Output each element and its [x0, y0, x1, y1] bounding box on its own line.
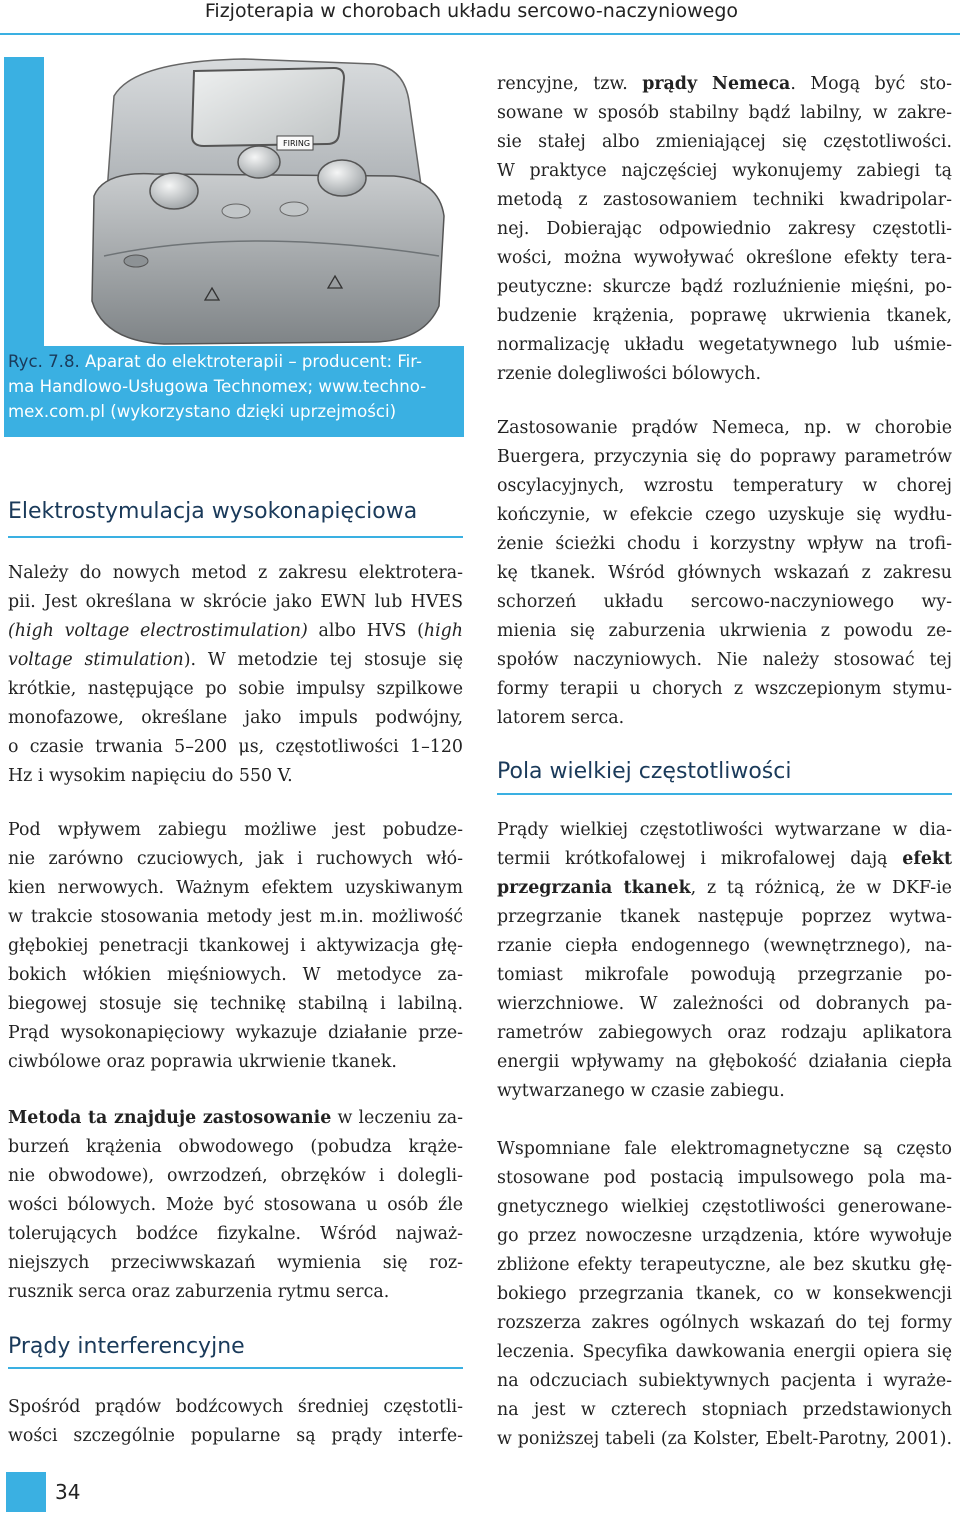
text-line: rusznik serca oraz zaburzenia rytmu serca.: [8, 1282, 390, 1302]
text-line: oscylacyjnych, wzrostu temperatury w chorej: [497, 476, 952, 496]
electrotherapy-device-illustration: [44, 56, 465, 346]
text-line: Wspomniane fale elektromagnetyczne są często: [497, 1139, 952, 1159]
section-heading-interference: Prądy interferencyjne: [8, 1334, 245, 1359]
text-line: burzeń krążenia obwodowego (pobudza krąże-: [8, 1137, 463, 1157]
text-line: wierzchniowe. W zależności od dobranych pa-: [497, 994, 952, 1014]
text-line: gnetycznego wielkiej częstotliwości generowane-: [497, 1197, 952, 1217]
text-line: Pod wpływem zabiegu możliwe jest pobudze-: [8, 820, 463, 840]
text-line: peutyczne: skurcze bądź rozluźnienie mięśni, po-: [497, 277, 952, 297]
section-heading-hf-fields: Pola wielkiej częstotliwości: [497, 759, 792, 784]
text-line: Prądy wielkiej częstotliwości wytwarzane w dia-: [497, 820, 952, 840]
text-line: tolerujących bodźce fizykalne. Wśród najważ-: [8, 1224, 463, 1244]
text-line: formy terapii u chorych z wszczepionym stymu-: [497, 679, 952, 699]
text-line: nie zarówno czuciowych, jak i ruchowych włó-: [8, 849, 463, 869]
text-line: niejszych przeciwwskazań wymienia się roz-: [8, 1253, 463, 1273]
text-line: , z tą różnicą, że w DKF-ie: [690, 878, 952, 898]
running-title: Fizjoterapia w chorobach układu sercowo-naczyniowego: [204, 0, 738, 22]
text-line: o czasie trwania 5–200 μs, częstotliwości 1–120: [8, 737, 463, 757]
text-line: Spośród prądów bodźcowych średniej częstotli-: [8, 1397, 463, 1417]
text-line: sowane w sposób stabilny bądź labilny, w zakre-: [497, 103, 952, 123]
text-line: W praktyce najczęściej wykonujemy zabiegi tą: [497, 161, 952, 181]
text-line: kien nerwowych. Ważnym efektem uzyskiwanym: [8, 878, 463, 898]
section-rule: [497, 793, 952, 795]
text-line: . Mogą być sto-: [790, 74, 952, 94]
paragraph-hf-diathermy: [497, 816, 952, 1106]
text-line: przegrzanie tkanek następuje poprzez wytwa-: [497, 907, 952, 927]
text-line-italic: (high voltage electrostimulation) albo HVS (high: [8, 621, 463, 641]
text-line: mienia się zaburzenia ukrwienia z powodu ze-: [497, 621, 952, 641]
caption-line: mex.com.pl (wykorzystano dzięki uprzejmości): [8, 402, 397, 421]
text-line: rozszerza zakres ogólnych wskazań do tej formy: [497, 1313, 952, 1333]
device-photo: [44, 56, 465, 346]
text-line: budzenie krążenia, poprawę ukrwienia tkanek,: [497, 306, 952, 326]
text-line: monofazowe, określane jako impuls podwójny,: [8, 708, 463, 728]
text-line: w poniższej tabeli (za Kolster, Ebelt-Parotny, 2001).: [497, 1429, 952, 1449]
text-line: normalizację układu wegetatywnego lub uśmie-: [497, 335, 952, 355]
text-line: bokiego przegrzania tkanek, co w konsekwencji: [497, 1284, 952, 1304]
text-line: metodą z zastosowaniem techniki kwadripolar-: [497, 190, 952, 210]
page-number-tab: [6, 1472, 46, 1512]
text-line: nie obwodowe), owrzodzeń, obrzęków i dolegli-: [8, 1166, 463, 1186]
text-line: żenie ścieżki chodu i korzystny wpływ na trofi-: [497, 534, 952, 554]
text-line: ciwbólowe oraz poprawia ukrwienie tkanek.: [8, 1052, 397, 1072]
text-line: na jest w czterech stopniach przedstawionych: [497, 1400, 952, 1420]
text-line: Prąd wysokonapięciowy wykazuje działanie prze-: [8, 1023, 463, 1043]
text-line: stosowane pod postacią impulsowego pola ma-: [497, 1168, 952, 1188]
text-line: pii. Jest określana w skrócie jako EWN lub HVES: [8, 592, 463, 612]
paragraph-interference: [8, 1393, 463, 1451]
text-line: kończynie, w efekcie czego uzyskuje się wydłu-: [497, 505, 952, 525]
text-line: rzenie dolegliwości bólowych.: [497, 364, 761, 384]
caption-label: Ryc. 7.8.: [8, 352, 80, 371]
caption-line: Aparat do elektroterapii – producent: Fir-: [79, 352, 423, 371]
text-line: społów naczyniowych. Nie należy stosować tej: [497, 650, 952, 670]
text-line: termii krótkofalowej i mikrofalowej dają: [497, 849, 903, 869]
bold-phrase: prądy Nemeca: [642, 74, 791, 94]
figure-caption: [8, 349, 460, 424]
text-line: krótkie, następujące po sobie impulsy szpilkowe: [8, 679, 463, 699]
text-line: kę tkanek. Wśród głównych wskazań z zakresu: [497, 563, 952, 583]
text-line: rametrów zabiegowych oraz rodzaju aplikatora: [497, 1023, 952, 1043]
text-line: na odczuciach subiektywnych pacjenta i wyraże-: [497, 1371, 952, 1391]
text-line: wości bólowych. Może być stosowana u osób źle: [8, 1195, 463, 1215]
text-line: bokich włókien mięśniowych. W metodyce za-: [8, 965, 463, 985]
paragraph-hf-pulsed: [497, 1135, 952, 1454]
text-line: wości szczególnie popularne są prądy interfe-: [8, 1426, 463, 1446]
text-line: rzanie ciepła endogennego (wewnętrznego), na-: [497, 936, 952, 956]
text-line: sie stałej albo zmieniającej się częstotliwości.: [497, 132, 952, 152]
section-heading-hves: Elektrostymulacja wysokonapięciowa: [8, 499, 418, 524]
text-line: wytwarzanego w czasie zabiegu.: [497, 1081, 785, 1101]
device-brand-label: FIRING: [283, 139, 311, 148]
bold-phrase: Metoda ta znajduje zastosowanie: [8, 1108, 332, 1128]
caption-line: ma Handlowo-Usługowa Technomex; www.techno-: [8, 377, 427, 396]
text-line: zbliżone efekty terapeutyczne, ale bez skutku głę-: [497, 1255, 952, 1275]
text-line: leczenia. Specyfika dawkowania energii opiera się: [497, 1342, 952, 1362]
header-rule: [0, 33, 960, 35]
bold-phrase: efekt: [902, 849, 952, 869]
paragraph-nemec-currents: [497, 70, 952, 389]
running-header: [205, 0, 738, 22]
paragraph-hves-intro: [8, 559, 463, 791]
text-line: latorem serca.: [497, 708, 625, 728]
text-line: schorzeń układu sercowo-naczyniowego wy-: [497, 592, 952, 612]
text-line: głębokiej penetracji tkankowej i aktywizacja głę-: [8, 936, 463, 956]
text-line: wości, można wywoływać określone efekty tera-: [497, 248, 952, 268]
text-line: go przez nowoczesne urządzenia, które wywołuje: [497, 1226, 952, 1246]
paragraph-hves-effects: [8, 816, 463, 1077]
page-number: 34: [55, 1480, 81, 1504]
text-line: Należy do nowych metod z zakresu elektrotera-: [8, 563, 463, 583]
section-rule: [8, 1367, 463, 1369]
text-line: tomiast mikrofale powodują przegrzanie po-: [497, 965, 952, 985]
text-line: nej. Dobierając odpowiednio zakresy częstotli-: [497, 219, 952, 239]
text-line: Zastosowanie prądów Nemeca, np. w chorobie: [497, 418, 952, 438]
text-line: w leczeniu za-: [331, 1108, 464, 1128]
text-line: biegowej stosuje się technikę stabilną i labilną.: [8, 994, 463, 1014]
section-rule: [8, 536, 463, 538]
bold-phrase: przegrzania tkanek: [497, 878, 691, 898]
text-line: rencyjne, tzw.: [497, 74, 643, 94]
paragraph-nemec-buerger: [497, 414, 952, 733]
text-line: energii wpływamy na głębokość działania ciepła: [497, 1052, 952, 1072]
text-line: w trakcie stosowania metody jest m.in. możliwość: [8, 907, 463, 927]
paragraph-hves-indications: [8, 1104, 463, 1307]
text-line: Buergera, przyczynia się do poprawy parametrów: [497, 447, 952, 467]
text-line: Hz i wysokim napięciu do 550 V.: [8, 766, 293, 786]
text-line-italic: voltage stimulation). W metodzie tej stosuje się: [8, 650, 464, 670]
